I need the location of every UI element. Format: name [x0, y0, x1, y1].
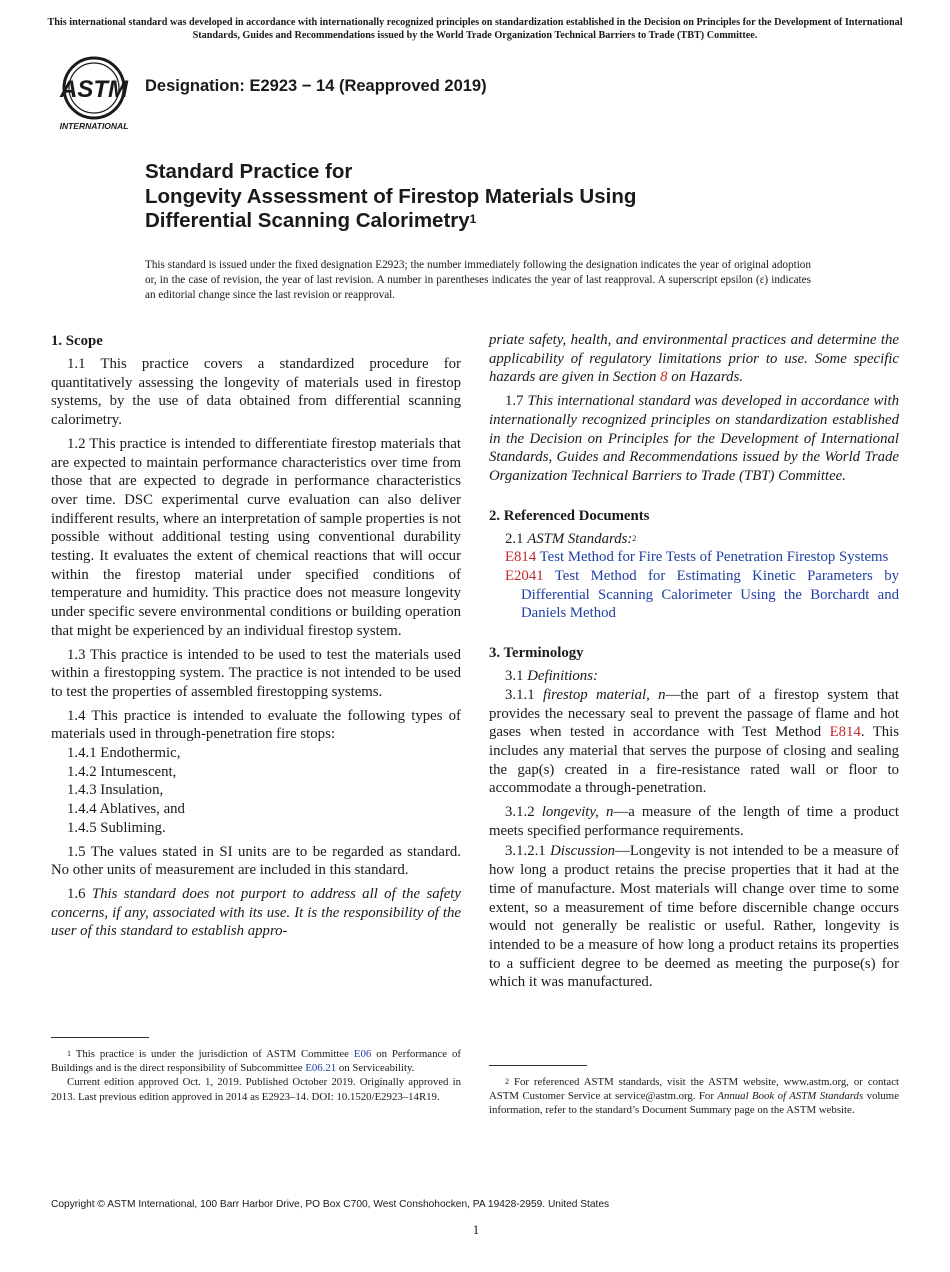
term-number: 3.1.2.1 — [505, 843, 546, 860]
referenced-heading: 2. Referenced Documents — [489, 507, 650, 524]
definitions-text: Definitions: — [527, 668, 598, 685]
footnote-1 — [51, 1047, 461, 1104]
copyright-line: Copyright © ASTM International, 100 Barr Harbor Drive, PO Box C700, West Conshohocken, PA 19428-2959. United States — [51, 1199, 610, 1210]
para-1-6-text: This standard does not purport to address all of the safety concerns, if any, associated with its use. It is the responsibility of the user of this standard to establish appro- — [51, 885, 461, 940]
footnote-rule — [51, 1037, 149, 1038]
astm-standards-text: ASTM Standards: — [527, 530, 633, 547]
terminology-heading: 3. Terminology — [489, 645, 584, 662]
list-item: 1.4.3 Insulation, — [67, 782, 164, 799]
term-number: 3.1.2 — [505, 804, 535, 821]
footnote-2-text: volume information, refer to the standard’s Document Summary page on the ASTM website. — [489, 1090, 899, 1117]
para-1-1: 1.1 This practice covers a standardized procedure for quantitatively assessing the longevity of materials used in firestop systems, by the use of data obtained from differential scanning calorimetry. — [51, 356, 461, 429]
reference-item — [489, 548, 899, 567]
footnote-2-text: For referenced ASTM standards, visit the ASTM website, www.astm.org, or contact ASTM Customer Service at service@astm.org. For — [489, 1076, 899, 1103]
reference-title[interactable]: Test Method for Estimating Kinetic Parameters by Differential Scanning Calorimeter Using the Borchardt and Daniels Method — [521, 568, 899, 622]
e814-link[interactable]: E814 — [829, 724, 861, 741]
footnote-2-italic: Annual Book of ASTM Standards — [717, 1090, 864, 1103]
list-item: 1.4.4 Ablatives, and — [67, 801, 185, 818]
term-firestop-material — [489, 686, 899, 798]
para-1-6-cont-text: on Hazards. — [671, 369, 744, 386]
para-1-2: 1.2 This practice is intended to differentiate firestop materials that are expected to maintain performance characteristics over time from those that are expected to degrade in performance characteristics over time. DSC experimental curve evaluation can also deliver indifferent results, where an interpretation of sample properties is not possible without additional testing using conventional durability testing. It evaluates the extent of chemical reactions that will occur within the firestop material under specified conditions of temperature and humidity. This practice does not measure longevity under specific severe environmental conditions or building operation that might be experienced by an individual firestop system. — [51, 435, 461, 639]
list-item: 1.4.2 Intumescent, — [67, 763, 177, 780]
committee-link[interactable]: E06 — [353, 1048, 372, 1060]
definitions-number: 3.1 — [505, 668, 524, 685]
section-8-link[interactable]: 8 — [660, 369, 668, 386]
footnote-1-text: on Performance of Buildings and is the direct responsibility of Subcommittee — [51, 1048, 461, 1075]
footnote-2-ref[interactable]: 2 — [632, 533, 637, 543]
reference-item — [489, 567, 899, 623]
scope-heading: 1. Scope — [51, 333, 103, 349]
term-text: —the part of a firestop system that provides the necessary seal to prevent the passage of flame and hot gases when tested in accordance with Test Method — [489, 686, 899, 741]
para-1-6-continued — [489, 331, 899, 387]
title-footnote-mark[interactable]: 1 — [469, 212, 477, 226]
para-1-3: 1.3 This practice is intended to be used to test the materials used within a firestopping system. The practice is not intended to be used to test the properties of assembled firestopping systems. — [51, 646, 461, 700]
term-longevity — [489, 803, 899, 840]
para-1-6-cont-text: priate safety, health, and environmental practices and determine the applicability of regulatory limitations prior to use. Some specific hazards are given in Section — [489, 332, 899, 386]
term-discussion — [489, 842, 899, 992]
document-title — [145, 160, 636, 234]
footnote-1-text: on Serviceability. — [338, 1062, 415, 1075]
footnote-rule — [489, 1065, 587, 1066]
term-text: . This includes any material that serves the purpose of closing and sealing the gap(s) created in a fire-resistance rated wall or floor to accommodate a through-penetration. — [489, 724, 900, 797]
term-text: —a measure of the length of time a product meets specified performance requirements. — [489, 804, 899, 839]
footnote-2 — [489, 1075, 899, 1118]
footnote-2-mark: 2 — [505, 1077, 509, 1086]
term-name: Discussion — [550, 843, 616, 860]
astm-standards-label — [489, 530, 899, 549]
reference-code-e2041[interactable]: E2041 — [505, 568, 544, 585]
left-column — [51, 331, 461, 946]
list-item: 1.4.5 Subliming. — [67, 819, 166, 836]
title-line-1: Standard Practice for — [145, 160, 353, 183]
reference-code-e814[interactable]: E814 — [505, 549, 537, 566]
title-line-2: Longevity Assessment of Firestop Materials Using — [145, 184, 637, 208]
term-name: firestop material, n — [542, 686, 666, 703]
term-name: longevity, n — [541, 804, 614, 821]
para-1-7-text: This international standard was developed in accordance with internationally recognized principles on standardization established in the Decision on Principles for the Development of International Standards, Guides and Recommendations issued by the World Trade Organization Technical Barriers to Trade (TBT) Committee. — [489, 393, 899, 484]
para-1-6 — [51, 885, 461, 941]
definitions-label — [489, 667, 899, 686]
logo-subtext: INTERNATIONAL — [59, 121, 129, 131]
title-line-3: Differential Scanning Calorimetry — [145, 209, 470, 232]
list-item: 1.4.1 Endothermic, — [67, 745, 181, 762]
term-text: —Longevity is not intended to be a measure of how long a product retains the precise properties that it had at the time of manufacture. Most materials will change over time to some extent, so a measurement of time before discernible change occurs would not generally be realistic or useful. Rather, longevity is intended to be a measure of how long a product retains its properties to a sufficient degree to be deemed as meeting the purpose(s) for which it was manufactured. — [489, 843, 899, 991]
footnote-1-mark: 1 — [67, 1049, 71, 1058]
para-1-4: 1.4 This practice is intended to evaluate the following types of materials used in through-penetration fire stops: — [51, 707, 461, 743]
right-column — [489, 331, 899, 997]
subcommittee-link[interactable]: E06.21 — [305, 1062, 337, 1075]
designation: Designation: E2923 − 14 (Reapproved 2019) — [145, 77, 487, 95]
reference-title[interactable]: Test Method for Fire Tests of Penetration Firestop Systems — [539, 549, 889, 566]
wto-notice: This international standard was developed in accordance with internationally recognized principles on standardization established in the Decision on Principles for the Development of International Standards, Guides and Recommendations issued by the World Trade Organization Technical Barriers to Trade (TBT) Committee. — [47, 17, 903, 41]
para-1-7-number: 1.7 — [505, 393, 524, 410]
logo-wordmark: ASTM — [60, 76, 128, 103]
para-1-5: 1.5 The values stated in SI units are to be regarded as standard. No other units of measurement are included in this standard. — [51, 843, 461, 879]
page-number: 1 — [472, 1222, 480, 1237]
footnote-1-edition: Current edition approved Oct. 1, 2019. Published October 2019. Originally approved in 2013. Last previous edition approved in 2014 as E2923–14. DOI: 10.1520/E2923–14R19. — [51, 1076, 461, 1103]
para-1-7 — [489, 392, 899, 486]
para-1-6-number: 1.6 — [67, 885, 86, 902]
term-number: 3.1.1 — [505, 686, 535, 703]
intro-paragraph: This standard is issued under the fixed designation E2923; the number immediately following the designation indicates the year of original adoption or, in the case of revision, the year of last revision. A number in parentheses indicates the year of last reapproval. A superscript epsilon (ε) indicates an editorial change since the last revision or reapproval. — [145, 259, 811, 301]
astm-logo-icon — [52, 55, 136, 133]
astm-standards-number: 2.1 — [505, 530, 524, 547]
footnote-1-text: This practice is under the jurisdiction of ASTM Committee — [75, 1048, 349, 1060]
